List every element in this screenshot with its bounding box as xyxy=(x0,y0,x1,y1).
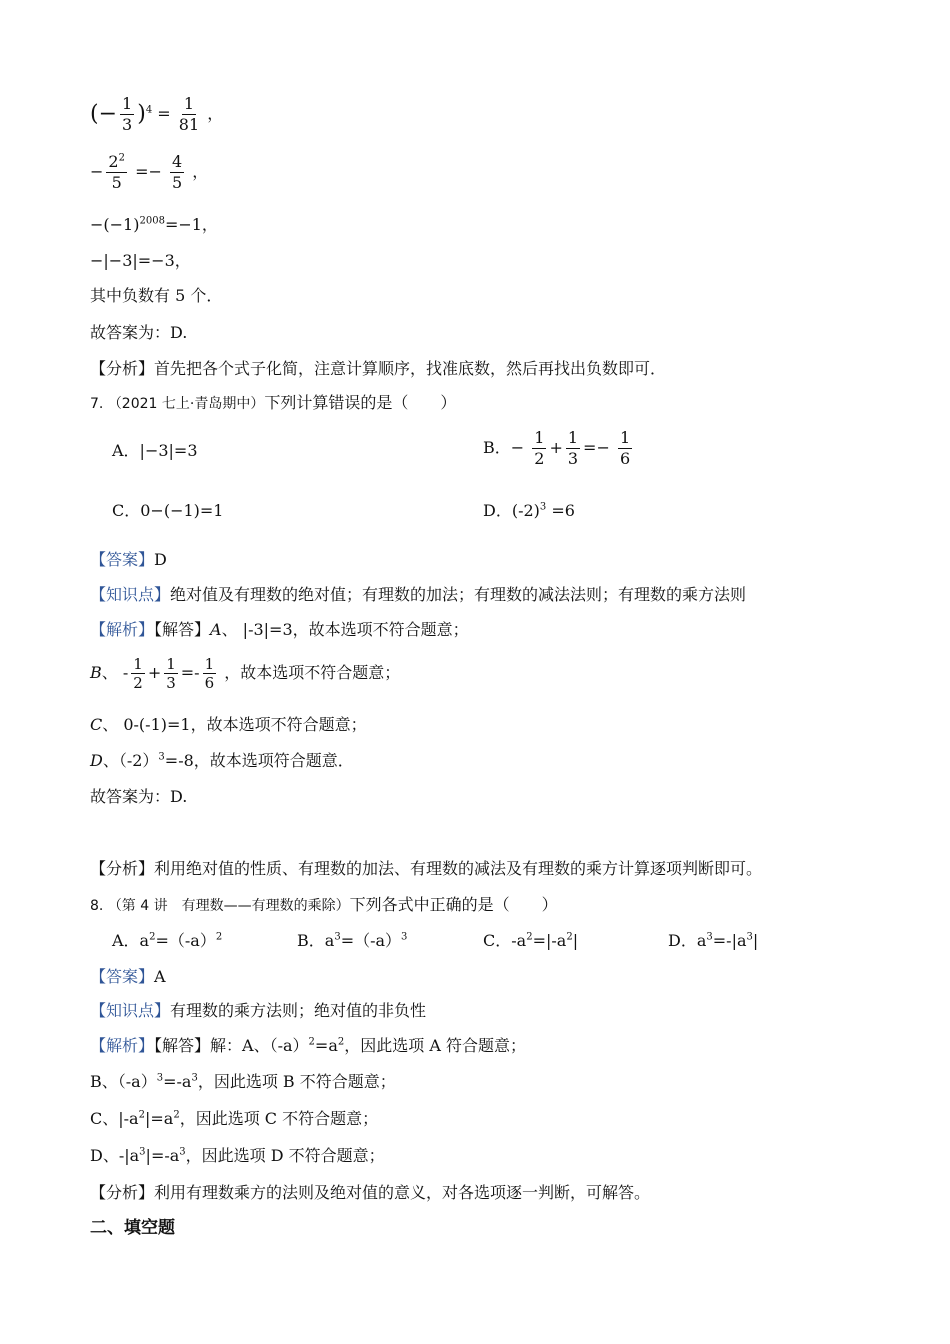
base: (-2) xyxy=(511,501,540,520)
expr: A．a xyxy=(112,931,150,950)
fraction-result: $\frac{1}{81}$ xyxy=(178,94,200,134)
equals: =− xyxy=(583,438,610,457)
exponent: 2 xyxy=(118,152,125,164)
exponent: 2 xyxy=(566,931,573,943)
exponent: 3 xyxy=(156,1072,164,1084)
section-heading: 二、填空题 xyxy=(90,1218,175,1238)
q7-answer xyxy=(90,549,167,571)
expr: =-|a xyxy=(712,931,747,950)
answer-tag: 【答案】 xyxy=(90,967,155,986)
analysis-text: 利用绝对值的性质、有理数的加法、有理数的减法及有理数的乘方计算逐项判断即可。 xyxy=(154,859,763,878)
expr: C．-a xyxy=(483,931,527,950)
q7-solution-c xyxy=(90,714,367,736)
answer-value: A xyxy=(154,967,166,986)
question-8-stem xyxy=(90,894,558,917)
punct: ， xyxy=(192,162,209,181)
base: 2 xyxy=(108,152,119,171)
q8-answer xyxy=(90,966,166,988)
solution-text: ，因此选项 D 不符合题意； xyxy=(185,1146,385,1165)
option-label: C xyxy=(90,715,103,734)
answer-value: D xyxy=(154,550,167,569)
solution-text: ，因此选项 C 不符合题意； xyxy=(179,1109,379,1128)
knowledge-text: 绝对值及有理数的绝对值；有理数的加法；有理数的减法法则；有理数的乘方法则 xyxy=(170,585,747,604)
question-7-stem xyxy=(90,392,456,415)
expr-line-1 xyxy=(90,94,223,135)
expr: |=-a xyxy=(145,1146,180,1165)
q7-option-c: C．0−(−1)=1 xyxy=(112,501,224,520)
q8-solution-a xyxy=(90,1035,526,1057)
fraction: $\frac{1}{3}$ xyxy=(122,94,133,134)
plus: + xyxy=(549,438,563,457)
q8-option-d xyxy=(668,930,758,952)
analysis-text: 首先把各个式子化简，注意计算顺序，找准底数，然后再找出负数即可． xyxy=(154,359,667,378)
exponent: 2 xyxy=(215,931,223,943)
expr: C、|-a xyxy=(90,1109,139,1128)
expr: =（-a） xyxy=(155,931,216,950)
equals: =− xyxy=(135,162,162,181)
q7-option-d xyxy=(483,500,575,522)
q7-analysis xyxy=(90,858,762,880)
analysis-tag: 【分析】 xyxy=(90,359,155,378)
exponent: 3 xyxy=(139,1146,146,1158)
plus: + xyxy=(147,663,162,682)
solution-text: 、 |-3|=3，故本选项不符合题意； xyxy=(221,620,469,639)
expr: D．a xyxy=(668,931,707,950)
option-label: B．− xyxy=(483,438,525,457)
exponent: 2 xyxy=(138,1109,145,1121)
question-text: 下列计算错误的是（ ） xyxy=(264,393,457,412)
analysis-text: 利用有理数乘方的法则及绝对值的意义，对各选项逐一判断，可解答。 xyxy=(154,1183,651,1202)
numerator xyxy=(106,152,127,173)
analysis-tag: 【分析】 xyxy=(90,1183,155,1202)
solution-tag: 【解析】 xyxy=(90,620,155,639)
expr-line-2 xyxy=(90,152,208,193)
exponent: 3 xyxy=(158,751,165,763)
equals: = xyxy=(157,104,171,123)
q8-solution-b xyxy=(90,1071,396,1093)
exponent: 2 xyxy=(526,931,533,943)
q7-option-a: A．|−3|=3 xyxy=(112,441,198,460)
exponent: 3 xyxy=(191,1072,198,1084)
expr: D、-|a xyxy=(90,1146,140,1165)
option-label: A xyxy=(210,620,222,639)
analysis-line xyxy=(90,358,666,380)
exponent: 2 xyxy=(173,1109,180,1121)
exponent: 3 xyxy=(706,931,713,943)
option-label: D． xyxy=(483,501,512,520)
q8-solution-d xyxy=(90,1145,385,1167)
minus: − xyxy=(90,162,104,181)
q7-solution-d xyxy=(90,750,354,772)
fraction: $\frac{1}{2}$ xyxy=(534,428,545,468)
expr: =（-a） xyxy=(340,931,402,950)
answer-tag: 【答案】 xyxy=(90,550,155,569)
q7-solution-b xyxy=(90,655,400,692)
exponent: 2 xyxy=(337,1036,345,1048)
fraction: $\frac{1}{6}$ xyxy=(204,655,215,692)
fraction-result: $\frac{4}{5}$ xyxy=(171,152,183,192)
solution-text: ，故本选项不符合题意； xyxy=(224,663,401,682)
expr-line-3 xyxy=(90,214,218,236)
solution-head: 【解答】解：A、（-a） xyxy=(154,1036,309,1055)
solution-head: 【解答】 xyxy=(154,620,211,639)
fraction: $\frac{1}{2}$ xyxy=(133,655,143,692)
knowledge-tag: 【知识点】 xyxy=(90,585,171,604)
paren-open: (− xyxy=(90,101,118,127)
q8-option-b xyxy=(297,930,407,952)
fraction: $\frac{1}{3}$ xyxy=(567,428,579,468)
exponent: 2008 xyxy=(139,215,165,227)
solution-text: ，因此选项 A 符合题意； xyxy=(344,1036,526,1055)
q8-analysis xyxy=(90,1182,650,1204)
exponent: 3 xyxy=(746,931,753,943)
option-label: D xyxy=(90,751,103,770)
question-text: 下列各式中正确的是（ ） xyxy=(349,895,558,914)
question-source: （2021 七上·青岛期中） xyxy=(107,396,265,412)
exponent: 3 xyxy=(179,1146,186,1158)
q7-knowledge xyxy=(90,584,746,606)
expr: =-a xyxy=(163,1072,192,1091)
question-number: 7. xyxy=(90,396,104,412)
exponent: 3 xyxy=(334,931,341,943)
expr: 、（-2） xyxy=(102,751,159,770)
count-statement: 其中负数有 5 个． xyxy=(90,286,223,305)
q8-option-a xyxy=(112,930,222,952)
answer-statement: 故答案为：D. xyxy=(90,323,188,342)
q8-option-c xyxy=(483,930,578,952)
knowledge-text: 有理数的乘方法则；绝对值的非负性 xyxy=(170,1001,427,1020)
solution-tag: 【解析】 xyxy=(90,1036,155,1055)
q7-option-b xyxy=(483,428,635,469)
question-source: （第 4 讲 有理数——有理数的乘除） xyxy=(107,898,350,914)
punct: ， xyxy=(207,104,224,123)
question-number: 8. xyxy=(90,898,104,914)
solution-text: ，因此选项 B 不符合题意； xyxy=(197,1072,396,1091)
expr-line-4: −|−3|=−3， xyxy=(90,251,191,270)
expr: B．a xyxy=(297,931,335,950)
q7-solution-a xyxy=(90,619,469,641)
q7-conclusion: 故答案为：D. xyxy=(90,787,188,806)
knowledge-tag: 【知识点】 xyxy=(90,1001,171,1020)
q8-knowledge xyxy=(90,1000,426,1022)
option-label: B xyxy=(90,663,102,682)
exponent: 4 xyxy=(145,104,153,116)
exponent: 3 xyxy=(401,931,408,943)
solution-text: 、 0-(-1)=1，故本选项不符合题意； xyxy=(102,715,367,734)
equals: =- xyxy=(180,663,200,682)
fraction: $\frac{2^2}{5}$ xyxy=(108,152,125,192)
expr: −(−1) xyxy=(90,215,140,234)
expr: =6 xyxy=(551,501,575,520)
exponent: 2 xyxy=(149,931,156,943)
expr: | xyxy=(572,931,579,950)
solution-text: =-8，故本选项符合题意． xyxy=(164,751,354,770)
expr: =a xyxy=(314,1036,338,1055)
q8-solution-c xyxy=(90,1108,378,1130)
analysis-tag: 【分析】 xyxy=(90,859,155,878)
fraction: $\frac{1}{3}$ xyxy=(166,655,176,692)
expr: =−1， xyxy=(164,215,218,234)
expr: | xyxy=(752,931,759,950)
exponent: 3 xyxy=(539,501,547,513)
expr: B、（-a） xyxy=(90,1072,157,1091)
expr: 、 - xyxy=(101,663,129,682)
fraction: $\frac{1}{6}$ xyxy=(619,428,631,468)
expr: =|-a xyxy=(532,931,567,950)
exponent: 2 xyxy=(308,1036,315,1048)
expr: |=a xyxy=(144,1109,174,1128)
paren-close: ) xyxy=(137,101,146,127)
